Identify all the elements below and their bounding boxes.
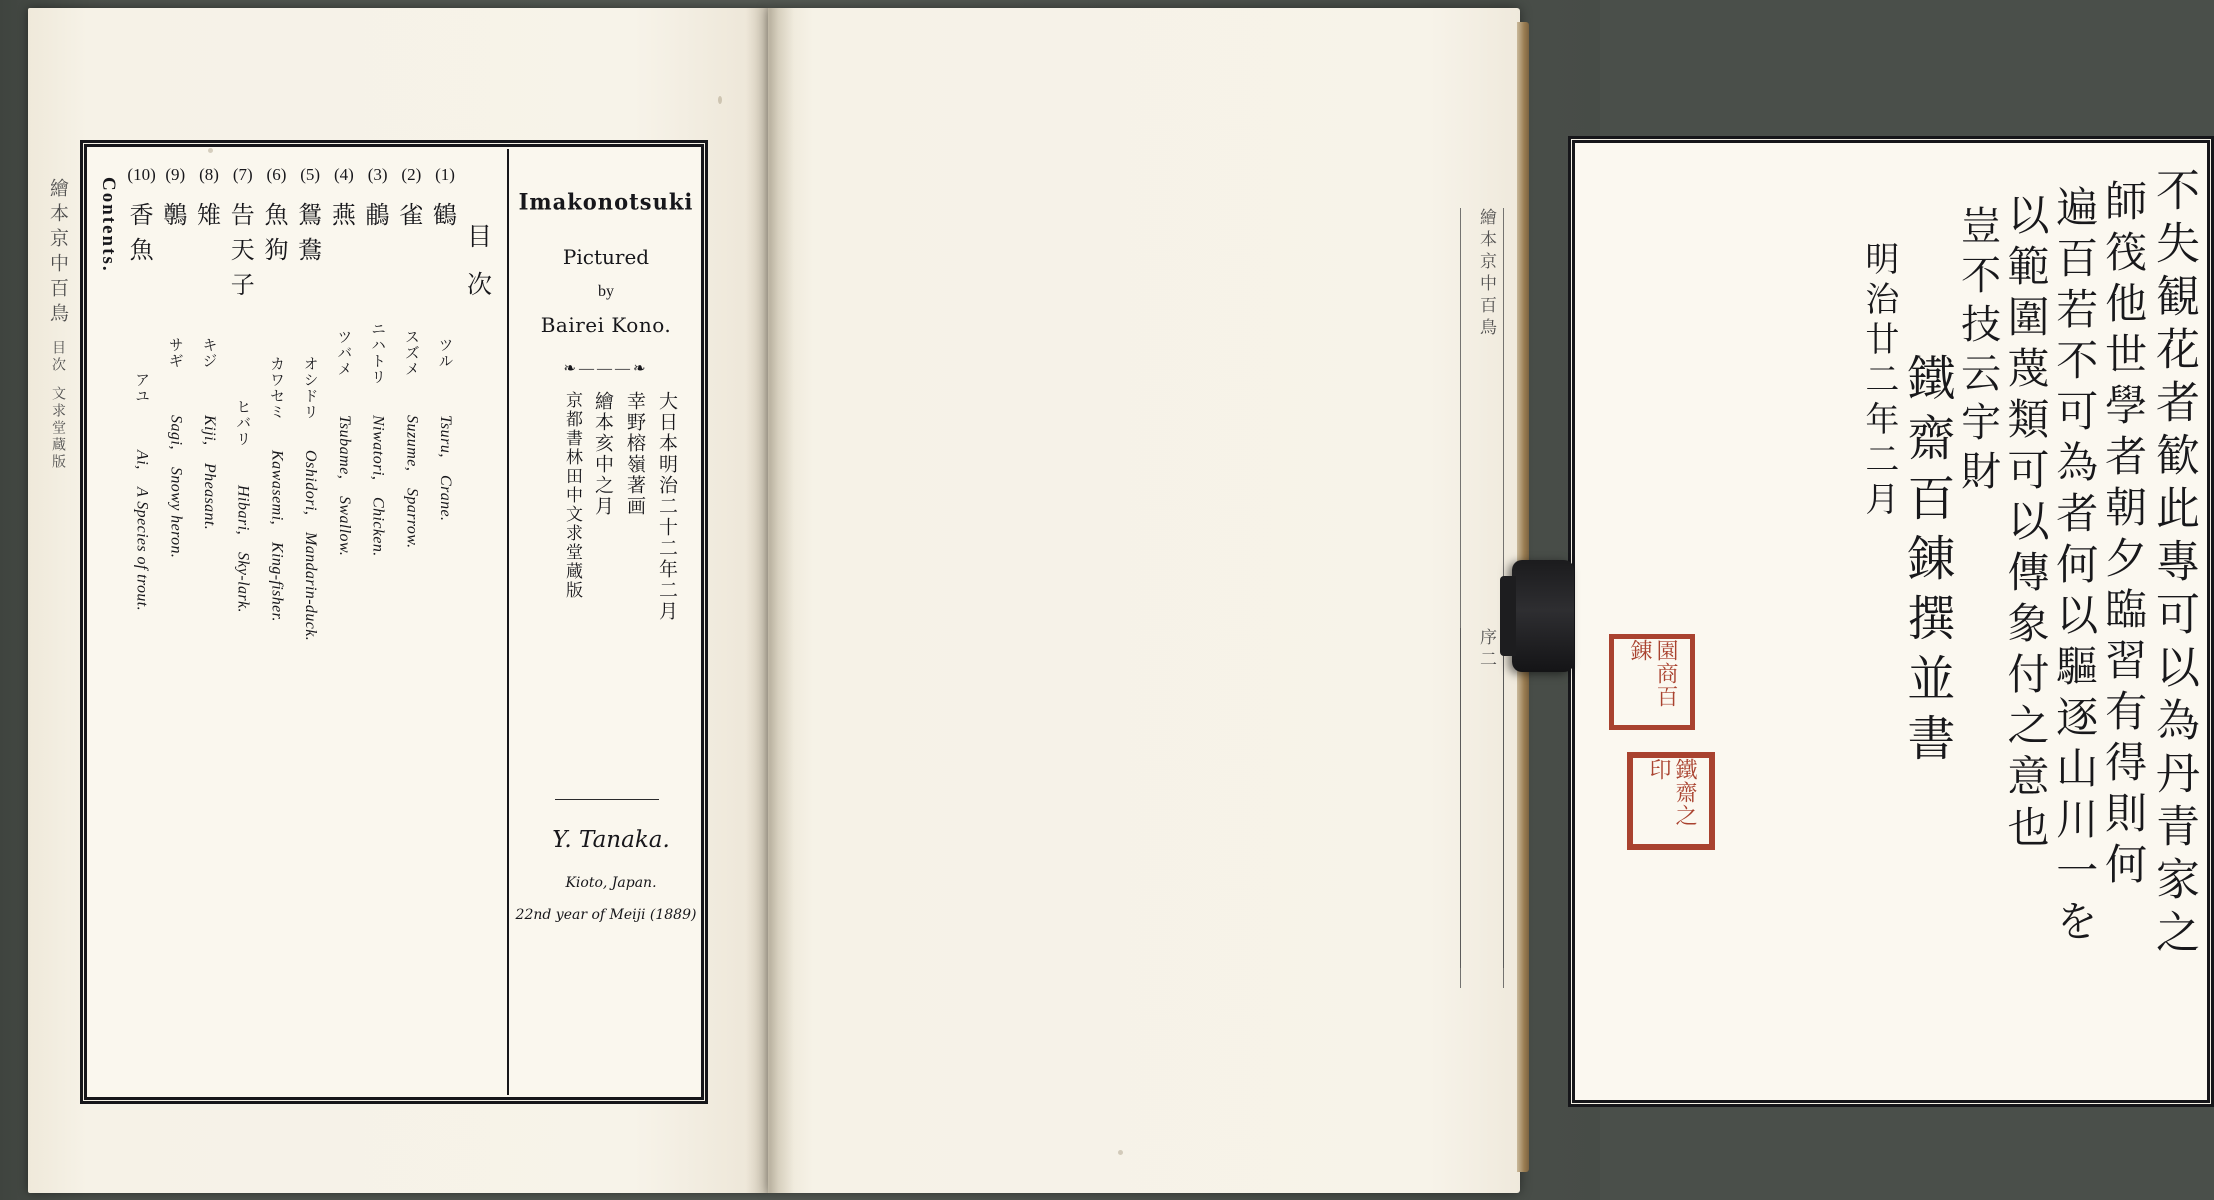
left-margin-imprint: 文求堂蔵版 (50, 386, 66, 472)
by-label: by (598, 283, 614, 300)
entry-number: (3) (367, 165, 388, 184)
entry-english: Crane. (437, 474, 455, 522)
right-margin-strip-bottom: 序二 (1460, 628, 1504, 968)
entry-kana: オシドリ (301, 356, 320, 420)
publication-year: 22nd year of Meiji (1889) (515, 907, 697, 923)
entry-number: (8) (199, 165, 219, 184)
entry-english: A Species of trout. (133, 486, 151, 611)
entry-kanji: 鶴 (433, 201, 458, 229)
entry-kanji: 雉 (197, 201, 222, 229)
entry-kana: スズメ (402, 329, 421, 377)
entry-number: (9) (165, 165, 186, 184)
page-title: Imakonotsuki (518, 188, 694, 215)
entry-number: (10) (127, 165, 156, 184)
seal-group (1609, 634, 1727, 872)
entry-kanji: 香魚 (129, 201, 154, 264)
list-item (428, 165, 462, 1075)
entry-english: Pheasant. (201, 462, 219, 530)
list-item (158, 165, 192, 1075)
entry-english: Sparrow. (403, 488, 421, 549)
entry-kanji: 魚狗 (264, 201, 289, 264)
entry-english: Chicken. (369, 497, 387, 558)
preface-column-5: 豈不技云宇財 (1954, 205, 2001, 499)
pictured-label: Pictured (562, 245, 650, 269)
ornament-divider: ❧———❧ (563, 361, 649, 377)
entry-kanji: 鵏 (365, 201, 390, 229)
entry-english: King-fisher. (268, 542, 286, 623)
title-panel (515, 163, 697, 1075)
contents-label-col (91, 165, 125, 1075)
preface-column-4: 以範圍蔑類可以傳象付之意也 (2001, 193, 2051, 856)
entry-kanji: 燕 (331, 201, 356, 229)
entry-kana: キジ (200, 337, 219, 369)
entry-kanji: 雀 (399, 201, 424, 229)
publication-place: Kioto, Japan. (565, 875, 657, 891)
preface-calligraphy (1581, 153, 2201, 1090)
entry-romaji: Ai, (133, 450, 151, 470)
seal-stamp-upper: 園商百錬 (1609, 634, 1695, 730)
open-book (28, 8, 2199, 1193)
entry-romaji: Hibari, (234, 485, 252, 536)
left-margin-sub: 目次 (50, 340, 66, 375)
left-margin-title: 繪本京中百鳥 (47, 178, 69, 328)
entry-kana: ツバメ (335, 329, 354, 377)
entry-romaji: Kiji, (201, 415, 219, 446)
entry-kana: サギ (166, 337, 185, 369)
preface-date: 明治廿二年二月 (1858, 241, 1899, 521)
entry-english: Swallow. (335, 496, 353, 557)
entry-romaji: Suzume, (403, 415, 421, 472)
entry-romaji: Tsubame, (335, 415, 353, 480)
preface-column-2: 師筏他世學者朝夕臨習有得則何 (2099, 179, 2149, 893)
entry-romaji: Tsuru, (437, 415, 455, 458)
entry-romaji: Kawasemi, (268, 450, 286, 526)
right-margin-strip-top: 繪本京中百鳥 (1460, 208, 1504, 988)
imprint-line-3: 繪本亥中之月 (592, 391, 614, 517)
entry-english: Mandarin-duck. (302, 532, 320, 642)
entry-kana: アユ (133, 372, 152, 404)
right-page-frame (1568, 136, 2214, 1107)
entry-romaji: Sagi, (167, 415, 185, 450)
entry-number: (5) (300, 165, 321, 184)
left-page (28, 8, 768, 1193)
toc-heading-cjk: 目次 (466, 222, 494, 299)
entry-english: Sky-lark. (234, 552, 252, 614)
list-item (226, 165, 260, 1075)
entry-kana: カワセミ (267, 356, 286, 420)
entry-romaji: Niwatori, (369, 415, 387, 481)
preface-signature: 鐵齋百錬撰並書 (1898, 353, 1955, 773)
contents-label: Contents. (97, 177, 119, 273)
list-item (361, 165, 395, 1075)
publisher-signature: Y. Tanaka. (552, 827, 670, 853)
entry-kanji: 鷷 (163, 201, 188, 229)
list-item (125, 165, 159, 1075)
list-item (192, 165, 226, 1075)
entry-romaji: Oshidori, (302, 450, 320, 516)
seal-stamp-lower: 鐵齋之印 (1627, 752, 1715, 850)
signature-rule (555, 799, 659, 800)
list-item (394, 165, 428, 1075)
frame-divider (507, 149, 509, 1095)
list-item (260, 165, 294, 1075)
imprint-line-4: 京都書林田中文求堂蔵版 (562, 391, 582, 600)
entry-number: (7) (232, 165, 253, 184)
entry-english: Snowy heron. (167, 466, 185, 559)
left-margin-strip (42, 178, 72, 1018)
entry-kanji: 鴛鴦 (298, 201, 323, 264)
imprint-line-1: 大日本明治二十二年二月 (656, 391, 678, 622)
right-page (768, 8, 2199, 1193)
imprint-line-2: 幸野榕嶺著画 (624, 391, 646, 517)
entry-number: (4) (333, 165, 354, 184)
entry-number: (2) (401, 165, 422, 184)
list-item (327, 165, 361, 1075)
table-of-contents (91, 165, 503, 1075)
entry-kana: ニハトリ (369, 321, 388, 385)
binding-clip[interactable] (1512, 560, 1574, 672)
toc-heading (462, 165, 499, 309)
artist-name: Bairei Kono. (540, 313, 672, 337)
entry-kanji: 告天子 (230, 201, 255, 299)
left-page-frame (80, 140, 708, 1104)
entry-kana: ツル (436, 337, 455, 369)
preface-column-1: 不失観花者歓此專可以為丹青家之 (2148, 167, 2199, 962)
entry-number: (1) (435, 165, 455, 184)
list-item (293, 165, 327, 1075)
preface-column-3: 遍百若不可為者何以驅逐山川一を (2050, 185, 2100, 950)
entry-kana: ヒバリ (234, 399, 253, 447)
entry-number: (6) (266, 165, 287, 184)
